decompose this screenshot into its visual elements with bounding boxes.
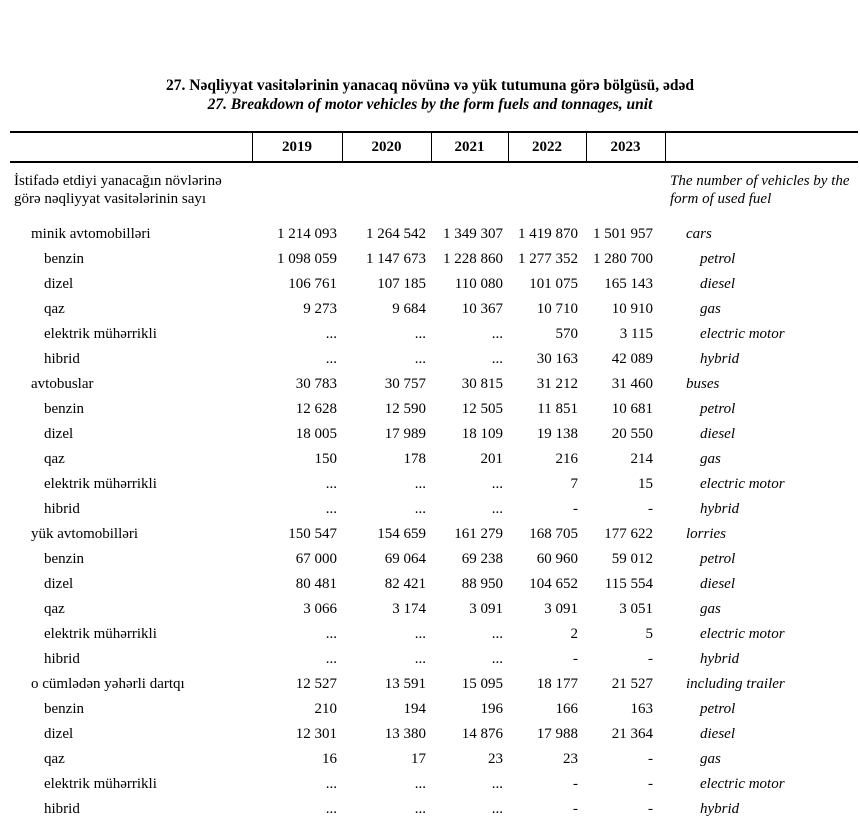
value-cell: 1 349 307: [443, 226, 503, 242]
value-cell: 9 684: [392, 301, 426, 317]
value-cell: 10 710: [536, 301, 578, 317]
value-cell: 216: [555, 451, 578, 467]
row-label-en: including trailer: [686, 676, 785, 692]
row-label-az: minik avtomobilləri: [31, 226, 151, 242]
value-cell: ...: [491, 776, 503, 792]
value-cell: 10 910: [611, 301, 653, 317]
value-cell: 3 051: [619, 601, 653, 617]
label-column-header: [10, 132, 252, 162]
value-cell: 12 505: [461, 401, 503, 417]
value-cell: -: [648, 751, 653, 767]
row-label-en: diesel: [700, 276, 735, 292]
row-label-en: hybrid: [700, 651, 740, 667]
table-body: [10, 162, 858, 822]
value-cell: 1 098 059: [277, 251, 337, 267]
row-label-en: hybrid: [700, 801, 740, 817]
table-row: [10, 522, 858, 547]
value-cell: ...: [491, 326, 503, 342]
value-cell: 23: [563, 751, 578, 767]
value-cell: ...: [491, 501, 503, 517]
row-label-en: gas: [700, 301, 721, 317]
table-row: [10, 347, 858, 372]
value-cell: 19 138: [536, 426, 578, 442]
value-cell: -: [648, 801, 653, 817]
value-cell: ...: [491, 801, 503, 817]
intro-label-az-line2: görə nəqliyyat vasitələrinin sayı: [14, 191, 207, 207]
value-cell: 59 012: [611, 551, 653, 567]
value-cell: 18 005: [295, 426, 337, 442]
table-row: [10, 547, 858, 572]
value-cell: ...: [414, 651, 426, 667]
row-label-az: elektrik mühərrikli: [44, 776, 157, 792]
table-row: [10, 672, 858, 697]
value-cell: ...: [491, 626, 503, 642]
row-label-en: buses: [686, 376, 720, 392]
value-cell: 177 622: [604, 526, 653, 542]
table-row: [10, 572, 858, 597]
row-label-en: hybrid: [700, 501, 740, 517]
table-header: [10, 132, 858, 162]
table-row: [10, 597, 858, 622]
value-cell: 30 815: [461, 376, 503, 392]
value-cell: 161 279: [454, 526, 503, 542]
value-cell: -: [648, 651, 653, 667]
value-cell: [252, 162, 342, 222]
value-cell: 168 705: [529, 526, 578, 542]
table-title-en: 27. Breakdown of motor vehicles by the form fuels and tonnages, unit: [207, 96, 653, 113]
value-cell: 67 000: [295, 551, 337, 567]
value-cell: 3 066: [303, 601, 337, 617]
value-cell: ...: [325, 501, 337, 517]
intro-label-en-line2: form of used fuel: [670, 191, 772, 207]
value-cell: 12 527: [295, 676, 337, 692]
value-cell: ...: [414, 801, 426, 817]
value-cell: -: [573, 776, 578, 792]
value-cell: 194: [403, 701, 426, 717]
value-cell: 21 364: [611, 726, 653, 742]
row-label-en: cars: [686, 226, 712, 242]
value-cell: 1 419 870: [518, 226, 578, 242]
table-title-az: 27. Nəqliyyat vasitələrinin yanacaq növünə və yük tutumuna görə bölgüsü, ədəd: [166, 77, 694, 94]
value-cell: 1 280 700: [593, 251, 653, 267]
value-cell: 17: [411, 751, 426, 767]
value-cell: ...: [491, 476, 503, 492]
row-label-en: diesel: [700, 726, 735, 742]
row-label-en: gas: [700, 601, 721, 617]
intro-label-en: [665, 162, 858, 222]
table-row: [10, 622, 858, 647]
value-cell: 16: [322, 751, 337, 767]
value-cell: 42 089: [611, 351, 653, 367]
table-row: [10, 322, 858, 347]
value-cell: 5: [645, 626, 653, 642]
row-label-az: hibrid: [44, 351, 80, 367]
row-label-az: elektrik mühərrikli: [44, 326, 157, 342]
value-cell: ...: [325, 326, 337, 342]
value-cell: 30 757: [384, 376, 426, 392]
row-label-en: petrol: [700, 551, 736, 567]
value-cell: -: [573, 501, 578, 517]
value-cell: [508, 162, 586, 222]
year-header-2023: 2023: [586, 132, 665, 162]
row-label-az: avtobuslar: [31, 376, 94, 392]
table-row: [10, 647, 858, 672]
value-cell: 69 064: [384, 551, 426, 567]
row-label-az: benzin: [44, 401, 84, 417]
value-cell: ...: [325, 776, 337, 792]
value-cell: 115 554: [604, 576, 653, 592]
value-cell: ...: [325, 801, 337, 817]
row-label-az: hibrid: [44, 801, 80, 817]
value-cell: 11 851: [537, 401, 578, 417]
value-cell: 1 277 352: [518, 251, 578, 267]
value-cell: 3 174: [392, 601, 426, 617]
value-cell: 82 421: [384, 576, 426, 592]
row-label-az: yük avtomobilləri: [31, 526, 139, 542]
value-cell: ...: [491, 651, 503, 667]
value-cell: [431, 162, 508, 222]
value-cell: 107 185: [377, 276, 426, 292]
row-label-en: electric motor: [700, 626, 785, 642]
value-cell: 163: [630, 701, 653, 717]
row-label-az: elektrik mühərrikli: [44, 626, 157, 642]
row-label-az: qaz: [44, 301, 65, 317]
value-cell: ...: [414, 626, 426, 642]
row-label-az: elektrik mühərrikli: [44, 476, 157, 492]
value-cell: ...: [414, 501, 426, 517]
value-cell: 18 109: [461, 426, 503, 442]
value-cell: 80 481: [295, 576, 337, 592]
table-row: [10, 247, 858, 272]
value-cell: 101 075: [529, 276, 578, 292]
value-cell: [342, 162, 431, 222]
row-label-az: qaz: [44, 451, 65, 467]
value-cell: ...: [491, 351, 503, 367]
value-cell: 570: [555, 326, 578, 342]
year-header-row: [10, 132, 858, 162]
row-label-az: benzin: [44, 251, 84, 267]
value-cell: 20 550: [611, 426, 653, 442]
table-row: [10, 747, 858, 772]
year-header-2019: 2019: [252, 132, 342, 162]
row-label-az: benzin: [44, 551, 84, 567]
value-cell: 1 228 860: [443, 251, 503, 267]
row-label-az: dizel: [44, 426, 74, 442]
vehicles-fuel-table: [10, 131, 858, 822]
row-label-en: petrol: [700, 401, 736, 417]
intro-label-az: [10, 162, 252, 222]
value-cell: 106 761: [288, 276, 337, 292]
row-label-en: electric motor: [700, 776, 785, 792]
value-cell: 15: [638, 476, 653, 492]
value-cell: 18 177: [536, 676, 578, 692]
value-cell: 104 652: [529, 576, 578, 592]
year-header-2022: 2022: [508, 132, 586, 162]
value-cell: 12 301: [295, 726, 337, 742]
value-cell: 13 380: [384, 726, 426, 742]
value-cell: [586, 162, 665, 222]
year-header-2020: 2020: [342, 132, 431, 162]
row-label-az: qaz: [44, 751, 65, 767]
value-cell: 165 143: [604, 276, 653, 292]
row-label-en: hybrid: [700, 351, 740, 367]
value-cell: 3 091: [544, 601, 578, 617]
table-row: [10, 447, 858, 472]
value-cell: 150 547: [288, 526, 337, 542]
value-cell: 1 264 542: [366, 226, 426, 242]
intro-row: [10, 162, 858, 222]
row-label-az: benzin: [44, 701, 84, 717]
row-label-az: hibrid: [44, 651, 80, 667]
value-cell: 12 590: [384, 401, 426, 417]
value-cell: 3 091: [469, 601, 503, 617]
value-cell: 210: [314, 701, 337, 717]
value-cell: 196: [480, 701, 503, 717]
row-label-az: dizel: [44, 576, 74, 592]
value-cell: 178: [403, 451, 426, 467]
value-cell: ...: [414, 776, 426, 792]
value-cell: 15 095: [461, 676, 503, 692]
value-cell: 214: [630, 451, 653, 467]
value-cell: -: [648, 501, 653, 517]
table-row: [10, 497, 858, 522]
value-cell: ...: [325, 476, 337, 492]
value-cell: 201: [480, 451, 503, 467]
value-cell: 31 212: [536, 376, 578, 392]
value-cell: 10 681: [611, 401, 653, 417]
table-row: [10, 472, 858, 497]
value-cell: 69 238: [461, 551, 503, 567]
value-cell: 21 527: [611, 676, 653, 692]
english-column-header: [665, 132, 858, 162]
value-cell: -: [573, 801, 578, 817]
intro-label-az-line1: İstifadə etdiyi yanacağın növlərinə: [14, 173, 222, 189]
value-cell: ...: [414, 351, 426, 367]
value-cell: 110 080: [454, 276, 503, 292]
value-cell: 17 988: [536, 726, 578, 742]
table-row: [10, 797, 858, 822]
value-cell: 1 214 093: [277, 226, 337, 242]
row-label-az: hibrid: [44, 501, 80, 517]
value-cell: 14 876: [461, 726, 503, 742]
value-cell: 88 950: [461, 576, 503, 592]
table-row: [10, 372, 858, 397]
value-cell: 1 501 957: [593, 226, 653, 242]
row-label-az: dizel: [44, 276, 74, 292]
row-label-en: lorries: [686, 526, 727, 542]
value-cell: ...: [414, 476, 426, 492]
table-row: [10, 222, 858, 247]
value-cell: 13 591: [384, 676, 426, 692]
table-row: [10, 297, 858, 322]
table-row: [10, 422, 858, 447]
value-cell: 2: [570, 626, 578, 642]
value-cell: 166: [555, 701, 578, 717]
row-label-en: diesel: [700, 426, 735, 442]
row-label-az: o cümlədən yəhərli dartqı: [31, 676, 185, 692]
table-row: [10, 397, 858, 422]
row-label-en: electric motor: [700, 326, 785, 342]
value-cell: 150: [314, 451, 337, 467]
table-row: [10, 272, 858, 297]
title-block: [0, 0, 860, 114]
value-cell: 3 115: [619, 326, 653, 342]
value-cell: -: [648, 776, 653, 792]
row-label-en: gas: [700, 751, 721, 767]
year-header-2021: 2021: [431, 132, 508, 162]
row-label-en: petrol: [700, 251, 736, 267]
row-label-en: petrol: [700, 701, 736, 717]
value-cell: 60 960: [536, 551, 578, 567]
value-cell: 12 628: [295, 401, 337, 417]
value-cell: ...: [325, 651, 337, 667]
value-cell: 9 273: [303, 301, 337, 317]
value-cell: 31 460: [611, 376, 653, 392]
table-row: [10, 772, 858, 797]
value-cell: 10 367: [461, 301, 503, 317]
value-cell: 1 147 673: [366, 251, 426, 267]
row-label-en: diesel: [700, 576, 735, 592]
row-label-en: electric motor: [700, 476, 785, 492]
intro-label-en-line1: The number of vehicles by the: [670, 173, 850, 189]
value-cell: 30 163: [536, 351, 578, 367]
value-cell: 7: [570, 476, 578, 492]
value-cell: ...: [414, 326, 426, 342]
table-row: [10, 722, 858, 747]
value-cell: 30 783: [295, 376, 337, 392]
value-cell: 154 659: [377, 526, 426, 542]
value-cell: ...: [325, 626, 337, 642]
table-row: [10, 697, 858, 722]
row-label-en: gas: [700, 451, 721, 467]
value-cell: ...: [325, 351, 337, 367]
value-cell: -: [573, 651, 578, 667]
value-cell: 17 989: [384, 426, 426, 442]
row-label-az: qaz: [44, 601, 65, 617]
value-cell: 23: [488, 751, 503, 767]
row-label-az: dizel: [44, 726, 74, 742]
